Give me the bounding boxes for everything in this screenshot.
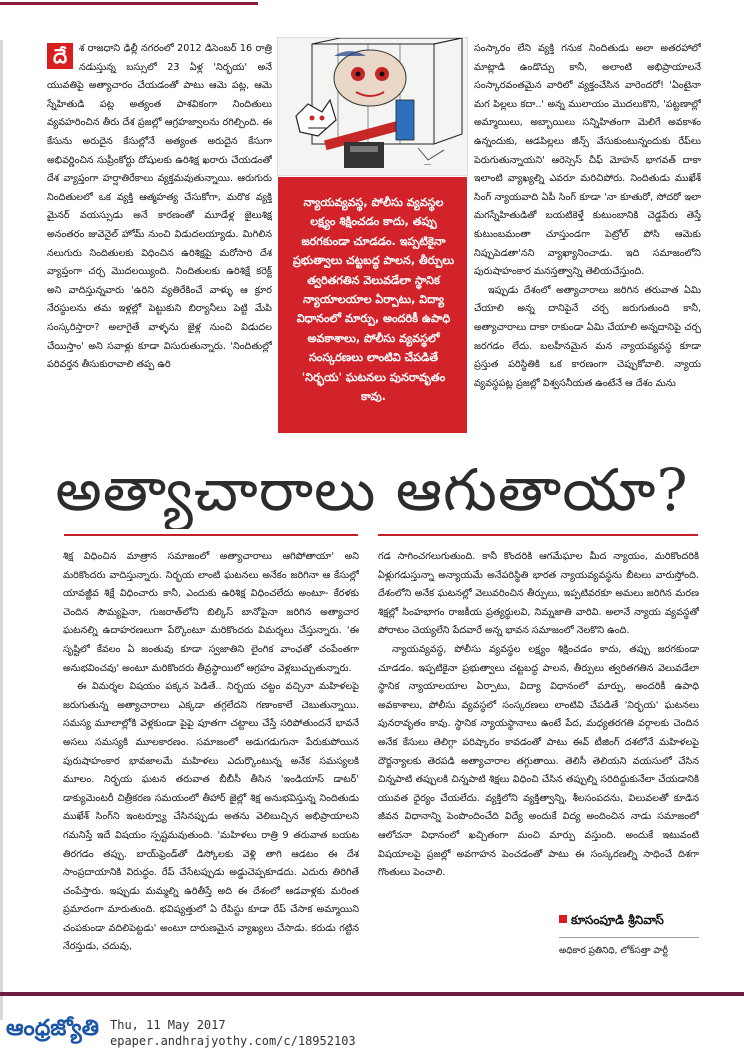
paragraph: సంస్కారం లేని వ్యక్తి గనుక నిందితుడు అలా అతరహాలో మాట్లాడి ఉండొచ్చు కానీ, అలాంటి అభిప్రాయాలనే సంస్కారవంతమైన వారిలో వ్యక్తంచేసిన వారెందరో! 'ఏంటైనా మగ పిల్లలు కదా..' అన్న ములాయం మొదలుకొని, 'పట్టణాల్లో అమ్మాయిలు, అబ్బాయిలు సన్నిహితంగా మెలిగే అవకాశం ఉన్నందుకు, ఆడపిల్లలు జీన్స్ వేసుకుంటున్నందుకు రేప్‌లు పెరుగుతున్నాయని' ఆరెస్సెస్ చీఫ్ మోహన్ భాగవత్ దాకా ఇలాంటి వ్యాఖ్యల్ని ఎవరూ మరిచిపోరు. నిందితుడు ముఖేశ్ సింగ్ న్యాయవాది ఏపీ సింగ్ కూడా 'నా కూతురో, సోదరో ఇలా మగస్నేహితుడితో బయటికెళ్తే కుటుంబానికి చెడ్డపేరు తెస్తే కుటుంబమంతా చూస్తుండగా పెట్రోల్ పోసి ఆమెకు నిప్పుపెడతా'నని వ్యాఖ్యానించాడు. ఇది సమాజంలోని పురుషాహంకార మనస్తత్వాన్ని తెలియచేస్తుంది. <box>474 43 701 278</box>
paragraph: గడ సాగించగలుగుతుంది. కానీ కొందరికి ఆగమేఘాల మీద న్యాయం, మరికొందరికి ఏళ్లుగడుస్తున్నా అన్యాయమే అనేపరిస్థితి భారత న్యాయవ్యవస్థను బీటలు వారుస్తోంది. దేశంలోని అనేక ఘటనల్లో వెలువరించిన తీర్పులు, ఇప్పటివరకూ అమలు జరిగిన మరణ శిక్షల్లో సింహభాగం రాజకీయ ప్రత్యర్థులవి, నిమ్నజాతి వారివి. అలానే న్యాయ వ్యవస్థతో పోరాటం చెయ్యలేని పేదవారే అన్న భావన సమాజంలో నెలకొని ఉంది. <box>378 551 699 637</box>
pull-quote <box>278 177 467 433</box>
publication-logo: ఆంధ్రజ్యోతి <box>6 1016 99 1041</box>
article-headline: అత్యాచారాలు ఆగుతాయా? <box>55 456 689 524</box>
headline-rule-right <box>378 534 698 536</box>
article-column-2 <box>474 40 701 438</box>
cartoon-illustration <box>278 38 467 175</box>
top-accent-rule <box>0 2 258 5</box>
article-column-1 <box>47 40 272 438</box>
epaper-url-link[interactable]: epaper.andhrajyothy.com/c/18952103 <box>110 1034 356 1048</box>
drop-cap: దే <box>47 43 73 69</box>
headline-rule-left <box>64 534 358 536</box>
paragraph: ఇప్పుడు దేశంలో అత్యాచారాలు జరిగిన తరువాత ఏమి చేయాలి అన్న దానిపైనే చర్చ జరుగుతుంది కానీ, అత్యాచారాలు దాకా రాకుండా ఏమి చేయాలి అన్నదానిపై చర్చ జరగడం లేదు. బలహీనమైన మన న్యాయవ్యవస్థ కూడా ప్రస్తుత పరిస్థితికి ఒక కారణంగా చెప్పుకోవాలి. న్యాయ వ్యవస్థపట్ల ప్రజల్లో విశ్వసనీయత ఉంటేనే ఆ దేశం మను <box>474 284 701 389</box>
paragraph: ఈ విమర్శల విషయం పక్కన పెడితే.. నిర్భయ చట్టం వచ్చినా మహిళలపై జరుగుతున్న అత్యాచారాలు ఎక్కడా తగ్గలేదని గణాంకాలే చెబుతున్నాయి. సమస్య మూలాల్లోకి వెళ్లకుండా పైపై పూతగా చట్టాలు చేస్తే సరిపోతుందనే భావనే అసలు సమస్యకి మూలకారణం. సమాజంలో అడుగడుగునా పేరుకుపోయిన పురుషాహంకార భావజాలమే మహిళలు ఎదుర్కొంటున్న అనేక సమస్యలకి మూలం. నిర్భయ ఘటన తరువాత బీబీసీ తీసిన 'ఇండియాస్ డాటర్' డాక్యుమెంటరీ చిత్రీకరణ సమయంలో తీహార్ జైల్లో శిక్ష అనుభవిస్తున్న నిందితుడు ముఖేశ్ సింగ్‌ని ఇంటర్వ్యూ చేసినప్పుడు అతను వెలిబుచ్చిన అభిప్రాయాలని గమనిస్తే ఇదే విషయం స్పష్టమవుతుంది. 'మహిళలు రాత్రి 9 తరువాత బయట తిరగడం తప్పు. బాయ్‌ఫ్రెండ్‌తో డిస్కోలకు వెళ్లి తాగి ఆడటం ఈ దేశ సాంప్రదాయానికి విరుద్ధం. రేప్ చేసేటప్పుడు అడ్డుచెప్పకూడదు. ఎదురు తిరిగితే చంపేస్తారు. ఇప్పుడు మమ్మల్ని ఉరితీస్తే అది ఈ దేశంలో ఆడవాళ్లకు మరింత ప్రమాదంగా మారుతుంది. భవిష్యత్తులో ఏ రేపిస్టు కూడా రేప్ చేసాక అమ్మాయిని చంపకుండా వదిలిపెట్టడు' అంటూ దారుణమైన వ్యాఖ్యలు చేసాడు. కరుడు గట్టిన నేరస్తుడు, చదువు, <box>63 681 359 953</box>
bottom-rule <box>0 992 744 996</box>
author-designation: అధికార ప్రతినిధి, లోక్‌సత్తా పార్టీ <box>559 946 669 956</box>
article-column-3 <box>63 548 359 988</box>
editorial-cartoon <box>277 37 468 176</box>
author-name-text: కూసంపూడి శ్రీనివాస్ <box>571 913 664 927</box>
article-column-4 <box>378 548 699 905</box>
left-margin-rule <box>0 40 3 1020</box>
bullet-square-icon <box>559 915 567 923</box>
author-name <box>559 911 699 929</box>
paragraph: న్యాయవ్యవస్థ, పోలీసు వ్యవస్థల లక్ష్యం శిక్షించడం కాదు, తప్పు జరగకుండా చూడడం. ఇప్పటికైనా ప్రభుత్వాలు చట్టబద్ధ పాలన, తీర్పులు త్వరితగతిన వెలువడేలా స్థానిక న్యాయాలయాల ఏర్పాటు, విద్యా విధానంలో మార్పు, అందరికీ ఉపాధి అవకాశాలు, పోలీసు వ్యవస్థలో సంస్కరణలు లాంటివి చేపడితే 'నిర్భయ' ఘటనలు పునరావృతం కావు. స్థానిక న్యాయస్థానాలు ఉంటే పేద, మధ్యతరగతి వర్గాలకు చెందిన అనేక కేసులు తెలిగ్గా పరిష్కారం కావడంతో పాటు ఈవ్ టీజింగ్ దశలోనే మహిళలపై దౌర్జన్యాలకు తెరపడి అత్యాచారాల తగ్గుతాయి. తెలిసీ తెలియని వయసులో చేసిన చిన్నపాటి తప్పులకి చిన్నపాటి శిక్షలు విధించి చేసిన తప్పుల్ని సరిదిద్దుకునేలా చేయడానికి యువత ధైర్యం చేయలేదు. వ్యక్తిలోని వ్యక్తిత్వాన్ని, శీలసంపదను, విలువలతో కూడిన జీవన విధానాన్ని పెంపొందించేది విద్యే అందుకే విద్య అందించిన నాడు సమాజంలో ఆలోచనా విధానంలో ఖచ్చితంగా మంచి మార్పు వస్తుంది. అందుకే ఇటువంటి విషయాలపై ప్రజల్లో అవగాహన పెంచడంతో పాటు ఈ సంస్కరణల్ని సాధించే దిశగా గొంతులు పెంచాలి. <box>378 643 699 879</box>
publication-date: Thu, 11 May 2017 <box>110 1018 226 1032</box>
paragraph-text: శ రాజధాని ఢిల్లీ నగరంలో 2012 డిసెంబర్ 16 రాత్రి నడుస్తున్న బస్సులో 23 ఏళ్ల 'నిర్భయ' అనే యువతిపై అత్యాచారం చేయడంతో పాటు ఆమె పట్ల, ఆమె స్నేహితుడి పట్ల అత్యంత పాశవికంగా నిందితులు వ్యవహరించిన తీరు దేశ ప్రజల్లో ఆగ్రహజ్వాలను రగిల్చింది. ఈ కేసును అరుదైన కేసుల్లోనే అత్యంత అరుదైన కేసుగా అభివర్ణించిన సుప్రీంకోర్టు దోషులకు ఉరిశిక్ష ఖరారు చేయడంతో దేశ వ్యాప్తంగా హర్షాతిరేకాలు వ్యక్తమవుతున్నాయి. ఆరుగురు నిందితులలో ఒక వ్యక్తి ఆత్మహత్య చేసుకోగా, మరొక వ్యక్తి మైనర్ వయస్సుడు అనే కారణంతో మూడేళ్ల జైలుశిక్ష అనంతరం జువెనైల్ హోమ్ నుంచి విడుదలయ్యాడు. మిగిలిన నలుగురు నిందితులకు విధించిన ఉరిశిక్షపై మరోసారి దేశ వ్యాప్తంగా చర్చ మొదలయ్యింది. నిందితులకు ఉరిశిక్షే కరెక్ట్ అని వాదిస్తున్నవారు 'ఉరిని వ్యతిరేకించే వాళ్ళు ఆ క్రూర నేరస్థులను తమ ఇళ్లల్లో పెట్టుకుని బిర్యానీలు పెట్టి మేపి సంస్కరిస్తారా? అలాగైతే వాళ్ళను జైళ్ల నుంచి విడుదల చేయిస్తాం' అని సవాళ్లు కూడా విసురుతున్నారు. 'నిందితుల్లో పరివర్తన తీసుకురావాలి తప్ప ఉరి <box>47 43 272 371</box>
top-bar <box>0 0 744 7</box>
paragraph <box>47 40 272 375</box>
pull-quote-text: న్యాయవ్యవస్థ, పోలీసు వ్యవస్థల లక్ష్యం శిక్షించడం కాదు, తప్పు జరగకుండా చూడడం. ఇప్పటికైనా ప్రభుత్వాలు చట్టబద్ధ పాలన, తీర్పులు త్వరితగతిన వెలువడేలా స్థానిక న్యాయాలయాల ఏర్పాటు, విద్యా విధానంలో మార్పు, అందరికీ ఉపాధి అవకాశాలు, పోలీసు వ్యవస్థలో సంస్కరణలు లాంటివి చేపడితే 'నిర్భయ' ఘటనలు పునరావృతం కావు. <box>292 196 455 404</box>
author-byline <box>559 911 699 958</box>
author-divider <box>559 937 699 938</box>
svg-text:—: — <box>424 160 431 168</box>
page-footer <box>0 1002 744 1055</box>
paragraph: శిక్ష విధించిన మాత్రాన సమాజంలో అత్యాచారాలు ఆగిపోతాయా' అని మరికొందరు వాదిస్తున్నారు. నిర్భయ లాంటి ఘటనలు అనేకం జరిగినా ఆ కేసుల్లో యావజ్జీవ శిక్షే విధించారు కానీ, ఎందుకు ఉరిశిక్ష విధించలేదు అంటూ- కేరళకు చెందిన సౌమ్యపైనా, గుజరాత్‌లోని బిల్కిస్ బానోపైనా జరిగిన అత్యాచార ఘటనల్ని ఉదాహరణలుగా పేర్కొంటూ మరికొందరు విమర్శలు చేస్తున్నారు. 'ఈ సృష్టిలో కేవలం ఏ జంతువు కూడా స్వజాతిని లైంగిక వాంఛతో చంపేంతగా అనుభవించవు' అంటూ మరికొందరు తీవ్రస్థాయిలో ఆగ్రహం వెళ్లబుచ్చుతున్నారు. <box>63 551 359 674</box>
